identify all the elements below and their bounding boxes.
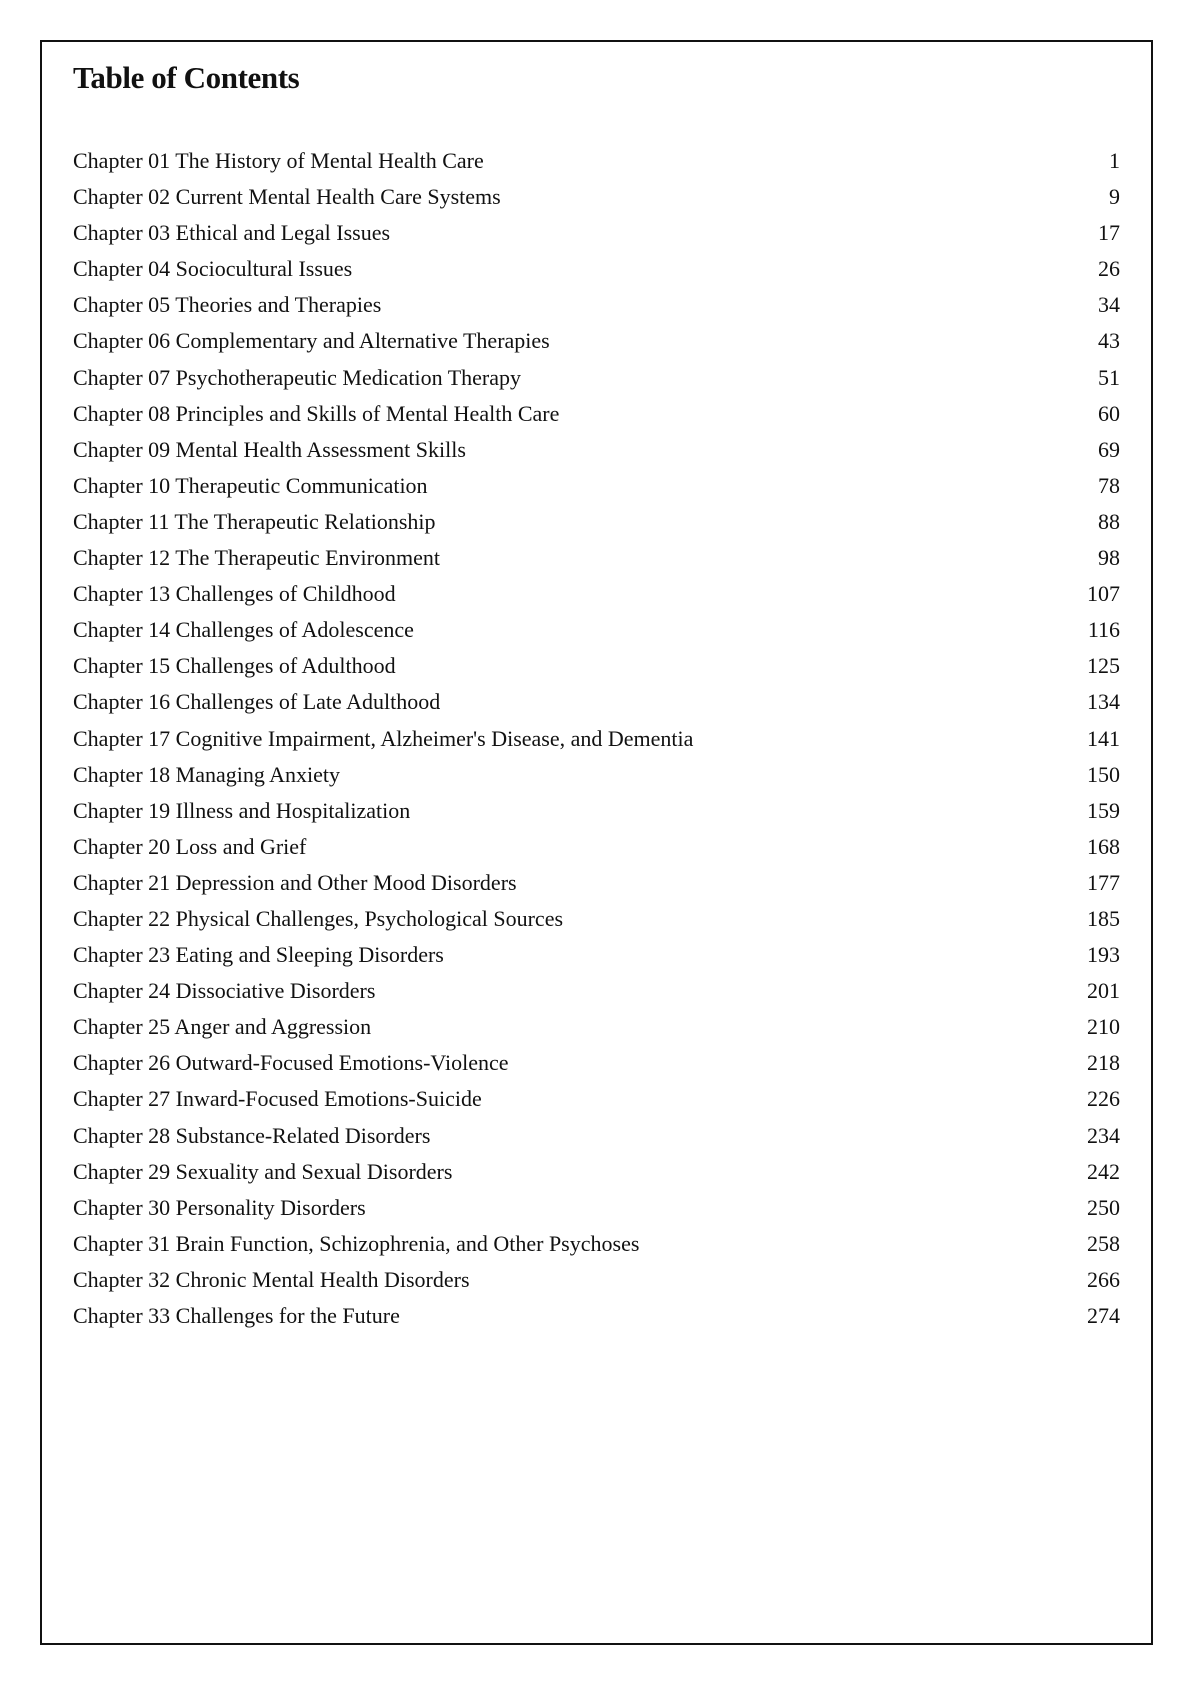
chapter-title: Chapter 04 Sociocultural Issues: [73, 256, 353, 282]
toc-entry[interactable]: [73, 648, 1120, 684]
page-number: 88: [1098, 508, 1120, 534]
toc-entry[interactable]: [73, 179, 1120, 215]
toc-entry[interactable]: [73, 1298, 1120, 1334]
chapter-title: Chapter 05 Theories and Therapies: [73, 292, 382, 318]
toc-entry[interactable]: [73, 612, 1120, 648]
toc-entry[interactable]: [73, 504, 1120, 540]
toc-entry[interactable]: [73, 937, 1120, 973]
toc-entry[interactable]: [73, 287, 1120, 323]
page-number: 43: [1098, 328, 1120, 354]
page-number: 78: [1098, 472, 1120, 498]
toc-entry[interactable]: [73, 323, 1120, 359]
chapter-title: Chapter 15 Challenges of Adulthood: [73, 653, 396, 679]
page-number: 26: [1098, 256, 1120, 282]
chapter-title: Chapter 10 Therapeutic Communication: [73, 472, 428, 498]
page-number: 266: [1087, 1266, 1120, 1292]
chapter-title: Chapter 02 Current Mental Health Care Systems: [73, 184, 501, 210]
page-number: 1: [1109, 148, 1120, 173]
chapter-title: Chapter 24 Dissociative Disorders: [73, 978, 376, 1004]
chapter-title: Chapter 08 Principles and Skills of Mental Health Care: [73, 400, 560, 426]
toc-entry[interactable]: [73, 1009, 1120, 1045]
toc-entry[interactable]: [73, 829, 1120, 865]
chapter-title: Chapter 07 Psychotherapeutic Medication Therapy: [73, 364, 522, 390]
chapter-title: Chapter 16 Challenges of Late Adulthood: [73, 689, 441, 715]
chapter-title: Chapter 31 Brain Function, Schizophrenia, and Other Psychoses: [73, 1230, 640, 1256]
page-number: 177: [1087, 869, 1120, 895]
chapter-title: Chapter 25 Anger and Aggression: [73, 1014, 372, 1040]
chapter-title: Chapter 28 Substance-Related Disorders: [73, 1122, 431, 1148]
page-number: 34: [1098, 292, 1120, 318]
toc-entry[interactable]: [73, 432, 1120, 468]
chapter-title: Chapter 09 Mental Health Assessment Skills: [73, 436, 466, 462]
page-number: 51: [1098, 364, 1120, 390]
toc-entry[interactable]: [73, 576, 1120, 612]
page-number: 193: [1087, 942, 1120, 968]
toc-entry[interactable]: [73, 360, 1120, 396]
toc-entry[interactable]: [73, 1045, 1120, 1081]
toc-entry[interactable]: [73, 793, 1120, 829]
chapter-title: Chapter 12 The Therapeutic Environment: [73, 545, 440, 571]
toc-entry[interactable]: [73, 1226, 1120, 1262]
page-number: 125: [1087, 653, 1120, 679]
page-number: 201: [1087, 978, 1120, 1004]
toc-entry[interactable]: [73, 396, 1120, 432]
toc-entry[interactable]: [73, 1118, 1120, 1154]
page-number: 98: [1098, 545, 1120, 571]
page-number: 134: [1087, 689, 1120, 715]
page-number: 218: [1087, 1050, 1120, 1076]
chapter-title: Chapter 22 Physical Challenges, Psychological Sources: [73, 905, 564, 931]
toc-entry[interactable]: [73, 540, 1120, 576]
page-number: 17: [1098, 220, 1120, 246]
page-number: 116: [1087, 617, 1120, 643]
page-number: 274: [1087, 1303, 1120, 1328]
toc-entry[interactable]: [73, 1190, 1120, 1226]
page-number: 258: [1087, 1230, 1120, 1256]
toc-entry[interactable]: [73, 865, 1120, 901]
page-number: 107: [1087, 581, 1120, 607]
chapter-title: Chapter 23 Eating and Sleeping Disorders: [73, 942, 444, 968]
page-number: 159: [1087, 797, 1120, 823]
chapter-title: Chapter 32 Chronic Mental Health Disorders: [73, 1266, 470, 1292]
chapter-title: Chapter 20 Loss and Grief: [73, 833, 307, 859]
chapter-title: Chapter 17 Cognitive Impairment, Alzheimer's Disease, and Dementia: [73, 725, 694, 751]
toc-entry[interactable]: [73, 1081, 1120, 1117]
toc-entry[interactable]: [73, 1154, 1120, 1190]
toc-entry[interactable]: [73, 973, 1120, 1009]
page-border: [40, 40, 1153, 1645]
page-number: 210: [1087, 1014, 1120, 1040]
chapter-title: Chapter 11 The Therapeutic Relationship: [73, 508, 436, 534]
toc-entry[interactable]: [73, 1262, 1120, 1298]
chapter-title: Chapter 06 Complementary and Alternative Therapies: [73, 328, 550, 354]
page-number: 150: [1087, 761, 1120, 787]
toc-list: [73, 143, 1120, 1334]
page-number: 226: [1087, 1086, 1120, 1112]
chapter-title: Chapter 01 The History of Mental Health Care: [73, 148, 484, 173]
toc-entry[interactable]: [73, 721, 1120, 757]
toc-entry[interactable]: [73, 251, 1120, 287]
page-title: Table of Contents: [73, 60, 300, 95]
page-number: 242: [1087, 1158, 1120, 1184]
page-number: 234: [1087, 1122, 1120, 1148]
chapter-title: Chapter 14 Challenges of Adolescence: [73, 617, 414, 643]
chapter-title: Chapter 29 Sexuality and Sexual Disorders: [73, 1158, 453, 1184]
page-number: 250: [1087, 1194, 1120, 1220]
toc-entry[interactable]: [73, 468, 1120, 504]
chapter-title: Chapter 18 Managing Anxiety: [73, 761, 341, 787]
chapter-title: Chapter 03 Ethical and Legal Issues: [73, 220, 391, 246]
toc-entry[interactable]: [73, 215, 1120, 251]
toc-entry[interactable]: [73, 757, 1120, 793]
toc-entry[interactable]: [73, 143, 1120, 179]
page-number: 9: [1109, 184, 1120, 210]
chapter-title: Chapter 19 Illness and Hospitalization: [73, 797, 411, 823]
page-number: 69: [1098, 436, 1120, 462]
chapter-title: Chapter 26 Outward-Focused Emotions-Violence: [73, 1050, 509, 1076]
toc-entry[interactable]: [73, 901, 1120, 937]
page-number: 60: [1098, 400, 1120, 426]
chapter-title: Chapter 27 Inward-Focused Emotions-Suicide: [73, 1086, 482, 1112]
page-number: 168: [1087, 833, 1120, 859]
chapter-title: Chapter 21 Depression and Other Mood Disorders: [73, 869, 517, 895]
toc-entry[interactable]: [73, 684, 1120, 720]
page-number: 141: [1087, 725, 1120, 751]
chapter-title: Chapter 30 Personality Disorders: [73, 1194, 366, 1220]
page-number: 185: [1087, 905, 1120, 931]
chapter-title: Chapter 13 Challenges of Childhood: [73, 581, 396, 607]
chapter-title: Chapter 33 Challenges for the Future: [73, 1303, 400, 1328]
